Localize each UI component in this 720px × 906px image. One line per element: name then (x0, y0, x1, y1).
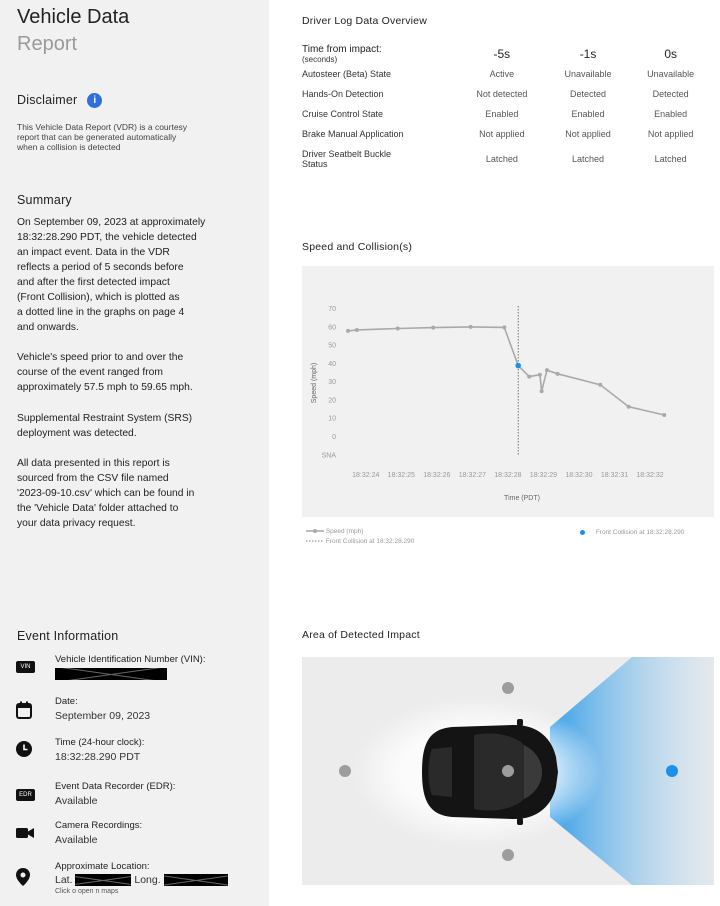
summary-line: the 'Vehicle Data' folder attached to (17, 503, 179, 514)
x-tick-label: 18:32:27 (458, 472, 486, 479)
disclaimer-line: when a collision is detected (17, 142, 121, 152)
legend-point-label: Front Collision at 18:32:28.290 (595, 529, 685, 536)
legend-speed-label: Speed (mph) (325, 528, 364, 535)
x-tick-label: 18:32:25 (387, 472, 415, 479)
table-row (302, 104, 712, 124)
cell: Not applied (647, 129, 694, 139)
edr-label: Event Data Recorder (EDR): (55, 781, 176, 792)
y-tick-label: 60 (328, 324, 336, 332)
y-tick-label: 10 (328, 415, 336, 423)
speed-point (527, 375, 531, 379)
cell: Unavailable (647, 69, 695, 79)
camera-icon (16, 826, 34, 842)
long-redaction (164, 874, 228, 886)
table-header-row (302, 44, 712, 64)
location-pin-icon (16, 868, 34, 884)
legend-collision-point (580, 529, 684, 536)
summary-line: All data presented in this report is (17, 458, 170, 469)
summary-paragraph-2 (17, 350, 247, 395)
date-value: September 09, 2023 (55, 710, 151, 722)
vin-label: Vehicle Identification Number (VIN): (55, 654, 206, 665)
speed-point (469, 325, 473, 329)
table-row (302, 124, 712, 144)
cell: Not detected (476, 89, 528, 99)
summary-line: On September 09, 2023 at approximately (17, 217, 206, 228)
summary-line: sourced from the CSV file named (17, 473, 169, 484)
report-title: Vehicle Data (17, 6, 130, 28)
row-label-line: Driver Seatbelt Buckle (302, 149, 392, 159)
date-label: Date: (55, 696, 78, 707)
time-header (302, 44, 457, 64)
cell: Detected (570, 89, 607, 99)
cell: Latched (654, 154, 687, 164)
y-tick-label: 70 (328, 306, 336, 313)
disclaimer-text (17, 122, 242, 152)
camera-label: Camera Recordings: (55, 820, 143, 831)
summary-line: Supplemental Restraint System (SRS) (17, 413, 193, 424)
x-tick-label: 18:32:28 (494, 472, 522, 479)
summary-line: 18:32:28.290 PDT, the vehicle detected (17, 232, 197, 243)
cell: Latched (485, 154, 518, 164)
impact-heading: Area of Detected Impact (302, 629, 420, 641)
table-row (302, 144, 712, 174)
time-header-line: Time from impact: (302, 44, 382, 55)
x-tick-label: 18:32:31 (600, 472, 629, 479)
speed-point (502, 325, 506, 329)
clock-icon (16, 741, 34, 757)
speed-series-line (348, 327, 664, 415)
summary-paragraph-3 (17, 411, 247, 441)
info-icon[interactable]: i (87, 93, 102, 108)
speed-point (540, 389, 544, 393)
legend-speed (306, 528, 363, 535)
y-tick-label: 0 (332, 434, 336, 441)
cell: Enabled (654, 109, 688, 119)
x-tick-label: 18:32:30 (565, 472, 593, 479)
row-label: Hands-On Detection (302, 89, 384, 99)
speed-chart-heading: Speed and Collision(s) (302, 241, 413, 253)
summary-line: Vehicle's speed prior to and over the (17, 352, 184, 363)
driver-log-heading: Driver Log Data Overview (302, 15, 428, 27)
summary-line: and after the first detected impact (17, 277, 170, 288)
collision-point (515, 363, 521, 369)
summary-line: reflects a period of 5 seconds before (17, 262, 184, 273)
event-heading: Event Information (17, 629, 119, 643)
camera-value: Available (55, 834, 98, 846)
legend-collision-line (306, 538, 414, 545)
report-subtitle: Report (17, 33, 78, 55)
y-tick-label: 20 (328, 397, 336, 405)
vin-redaction (55, 668, 167, 680)
speed-point (538, 373, 542, 377)
summary-line: course of the event ranged from (17, 367, 163, 378)
y-axis-label: Speed (mph) (311, 362, 318, 404)
speed-chart (302, 266, 714, 517)
time-header-unit: (seconds) (302, 55, 338, 64)
row-label: Autosteer (Beta) State (302, 69, 392, 79)
disclaimer-heading-text: Disclaimer (17, 93, 78, 107)
lat-label: Lat. (55, 874, 73, 886)
disclaimer-line: This Vehicle Data Report (VDR) is a courtesy (17, 122, 188, 132)
summary-line: and onwards. (17, 322, 79, 333)
speed-point (598, 383, 602, 387)
speed-point (556, 372, 560, 376)
y-tick-label: 30 (328, 379, 336, 387)
summary-line: (Front Collision), which is plotted as (17, 292, 180, 303)
time-value: 18:32:28.290 PDT (55, 751, 141, 763)
speed-point (545, 368, 549, 372)
x-tick-label: 18:32:29 (529, 472, 558, 479)
column-header: -5s (493, 47, 511, 61)
summary-line: an impact event. Data in the VDR (17, 247, 170, 258)
sensor-front-active (666, 765, 678, 777)
disclaimer-heading (17, 93, 102, 108)
lat-redaction (75, 874, 131, 886)
y-tick-label: SNA (321, 452, 336, 460)
driver-log-table (302, 44, 712, 174)
sidebar (0, 0, 269, 906)
speed-point (431, 326, 435, 330)
long-label: Long. (134, 874, 161, 886)
y-tick-label: 50 (328, 342, 336, 350)
cell: Enabled (571, 109, 605, 119)
sensor-center (502, 765, 514, 777)
edr-value: Available (55, 795, 98, 807)
row-label-line: Status (302, 159, 328, 169)
summary-paragraph-4 (17, 456, 247, 531)
open-maps-link[interactable]: Click o open n maps (55, 888, 119, 895)
summary-line: your data privacy request. (17, 518, 136, 529)
speed-point (627, 405, 631, 409)
x-axis-label: Time (PDT) (504, 495, 540, 502)
sensor-rear (339, 765, 351, 777)
impact-svg (302, 657, 714, 885)
calendar-icon (16, 701, 34, 717)
summary-line: a dotted line in the graphs on page 4 (17, 307, 185, 318)
speed-point (346, 329, 350, 333)
summary-line: deployment was detected. (17, 428, 137, 439)
legend-collision-label: Front Collision at 18:32:28.290 (325, 538, 415, 545)
x-tick-label: 18:32:32 (636, 472, 664, 479)
location-label: Approximate Location: (55, 861, 150, 872)
row-label: Brake Manual Application (302, 129, 404, 139)
speed-chart-svg (302, 266, 714, 517)
cell: Not applied (565, 129, 611, 139)
summary-paragraph-1 (17, 215, 247, 335)
column-header: -1s (579, 47, 597, 61)
cell: Active (489, 69, 515, 79)
row-label: Cruise Control State (302, 109, 384, 119)
vin-value (55, 668, 167, 680)
cell: Latched (572, 154, 605, 164)
legend-dot-icon (580, 530, 585, 535)
speed-point (662, 413, 666, 417)
y-tick-label: 40 (328, 360, 336, 368)
cell: Unavailable (564, 69, 612, 79)
row-label (302, 144, 457, 174)
summary-heading: Summary (17, 193, 72, 207)
car-icon (422, 719, 558, 825)
x-tick-label: 18:32:26 (423, 472, 451, 479)
location-value[interactable] (55, 874, 228, 886)
vin-icon: VIN (16, 661, 35, 673)
summary-line: approximately 57.5 mph to 59.65 mph. (17, 382, 193, 393)
impact-diagram (302, 657, 714, 885)
speed-point (355, 328, 359, 332)
summary-line: '2023-09-10.csv' which can be found in (17, 488, 195, 499)
table-row (302, 84, 712, 104)
legend-line-icon (306, 528, 324, 534)
x-tick-label: 18:32:24 (352, 472, 380, 479)
table-row (302, 64, 712, 84)
speed-point (396, 326, 400, 330)
column-header: 0s (664, 47, 678, 61)
legend-dotted-icon (306, 538, 324, 544)
cell: Enabled (485, 109, 519, 119)
disclaimer-line: report that can be generated automatically (17, 132, 177, 142)
edr-icon: EDR (16, 789, 35, 801)
cell: Not applied (479, 129, 525, 139)
sensor-front-left (502, 682, 514, 694)
time-label: Time (24-hour clock): (55, 737, 145, 748)
sensor-front-right (502, 849, 514, 861)
cell: Detected (652, 89, 689, 99)
